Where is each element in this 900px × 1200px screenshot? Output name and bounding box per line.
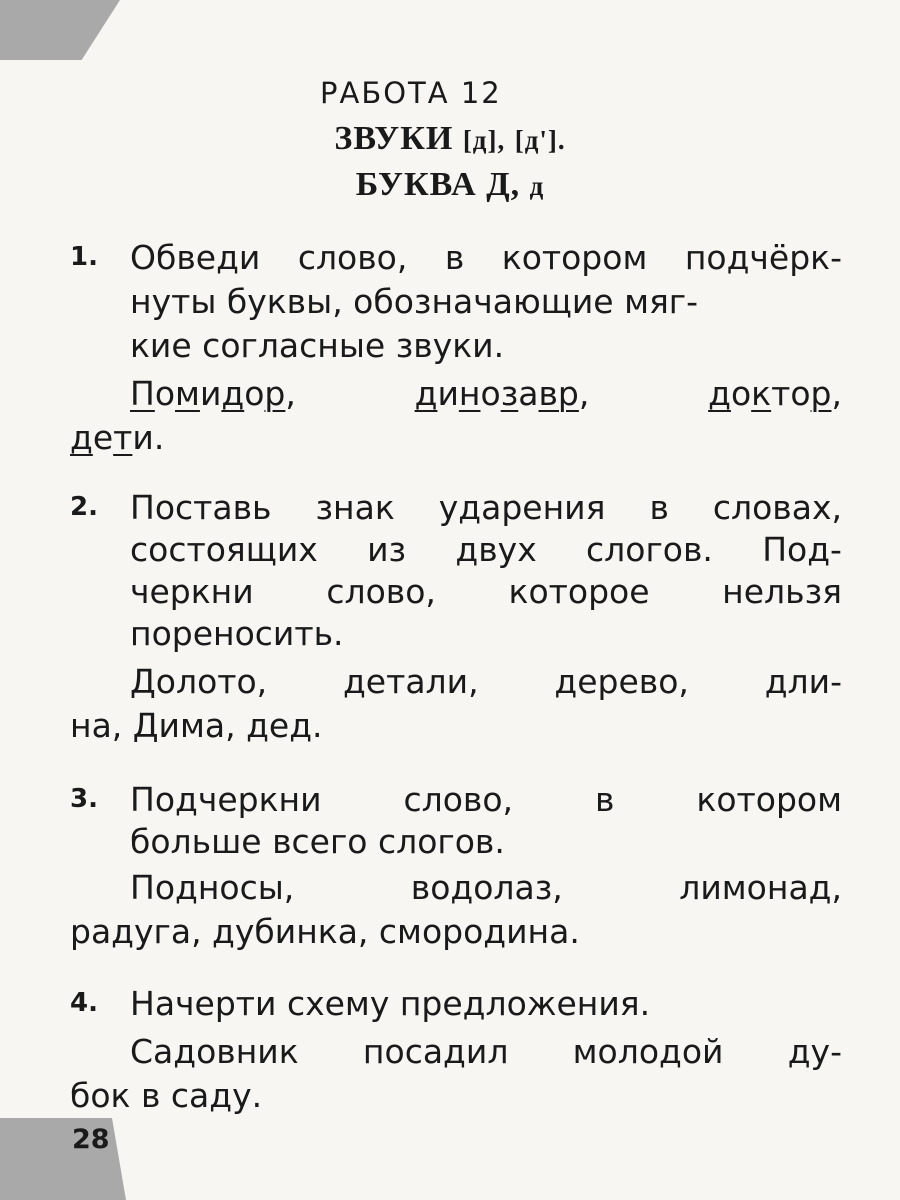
- word: молодой: [572, 1032, 724, 1071]
- word-doktor: доктор,: [708, 374, 842, 413]
- word: знак: [315, 488, 395, 527]
- task-instruction-line: [130, 486, 842, 530]
- heading-sounds-label: ЗВУКИ: [334, 120, 454, 157]
- word: из: [367, 530, 407, 569]
- word: слово,: [297, 238, 408, 277]
- word: детали,: [342, 662, 479, 701]
- heading-sounds: [0, 120, 900, 158]
- page-number: 28: [72, 1124, 110, 1155]
- task-number: 4.: [70, 988, 98, 1018]
- word: в: [649, 488, 669, 527]
- task-words-line: [130, 1030, 842, 1074]
- word: водолаз,: [410, 868, 563, 907]
- word: двух: [455, 530, 537, 569]
- task-number: 1.: [70, 242, 98, 272]
- heading-sound-hard: [д],: [462, 125, 506, 155]
- heading-sound-soft: [д'].: [514, 125, 566, 155]
- word: Обведи: [130, 238, 261, 277]
- task-instruction-line: кие согласные звуки.: [130, 326, 505, 365]
- corner-decoration: [0, 0, 120, 60]
- word: посадил: [362, 1032, 509, 1071]
- task-instruction-line: [130, 778, 842, 822]
- word: в: [444, 238, 465, 277]
- heading-letter-label: БУКВА: [355, 166, 477, 203]
- task-instruction-line: [130, 236, 842, 280]
- word: слово,: [326, 572, 436, 611]
- word: Поставь: [130, 488, 272, 527]
- task-instruction-line: больше всего слогов.: [130, 822, 505, 861]
- task-instruction-line: Начерти схему предложения.: [130, 984, 651, 1023]
- task-instruction-line: [130, 528, 842, 572]
- word-deti: дети.: [70, 418, 165, 457]
- word: которое: [508, 572, 650, 611]
- task-words-line: [130, 372, 842, 416]
- word: лимонад,: [679, 868, 842, 907]
- word: Долото,: [130, 662, 268, 701]
- task-words-line: [130, 660, 842, 704]
- work-title: РАБОТА 12: [320, 76, 502, 110]
- task-words-line: радуга, дубинка, смородина.: [70, 912, 580, 951]
- word: котором: [696, 780, 842, 819]
- word: черкни: [130, 572, 254, 611]
- word: в: [595, 780, 615, 819]
- word: словах,: [712, 488, 842, 527]
- word: Подносы,: [130, 868, 295, 907]
- footer-band-inner: [112, 1118, 900, 1200]
- word: Под-: [762, 530, 842, 569]
- word: дли-: [764, 662, 842, 701]
- task-words-line: бок в саду.: [70, 1076, 263, 1115]
- heading-letter: [0, 166, 900, 204]
- task-words-line: на, Дима, дед.: [70, 706, 323, 745]
- word: подчёрк-: [684, 238, 842, 277]
- word: дерево,: [554, 662, 689, 701]
- word: слово,: [403, 780, 514, 819]
- word: Подчеркни: [130, 780, 322, 819]
- task-words-line: [130, 866, 842, 910]
- task-words-line: [70, 416, 164, 460]
- word: состоящих: [130, 530, 318, 569]
- word: слогов.: [586, 530, 713, 569]
- task-number: 3.: [70, 784, 98, 814]
- word-pomidor: Помидор,: [130, 374, 296, 413]
- word: нельзя: [722, 572, 842, 611]
- word-dinozavr: динозавр,: [414, 374, 590, 413]
- heading-letter-upper: Д,: [486, 166, 521, 203]
- task-number: 2.: [70, 492, 98, 522]
- word: котором: [501, 238, 648, 277]
- task-instruction-line: пореносить.: [130, 614, 344, 653]
- word: ударения: [438, 488, 606, 527]
- word: Садовник: [130, 1032, 299, 1071]
- task-instruction-line: нуты буквы, обозначающие мяг-: [130, 282, 699, 321]
- task-instruction-line: [130, 570, 842, 614]
- word: ду-: [787, 1032, 842, 1071]
- heading-letter-lower: д: [529, 171, 545, 201]
